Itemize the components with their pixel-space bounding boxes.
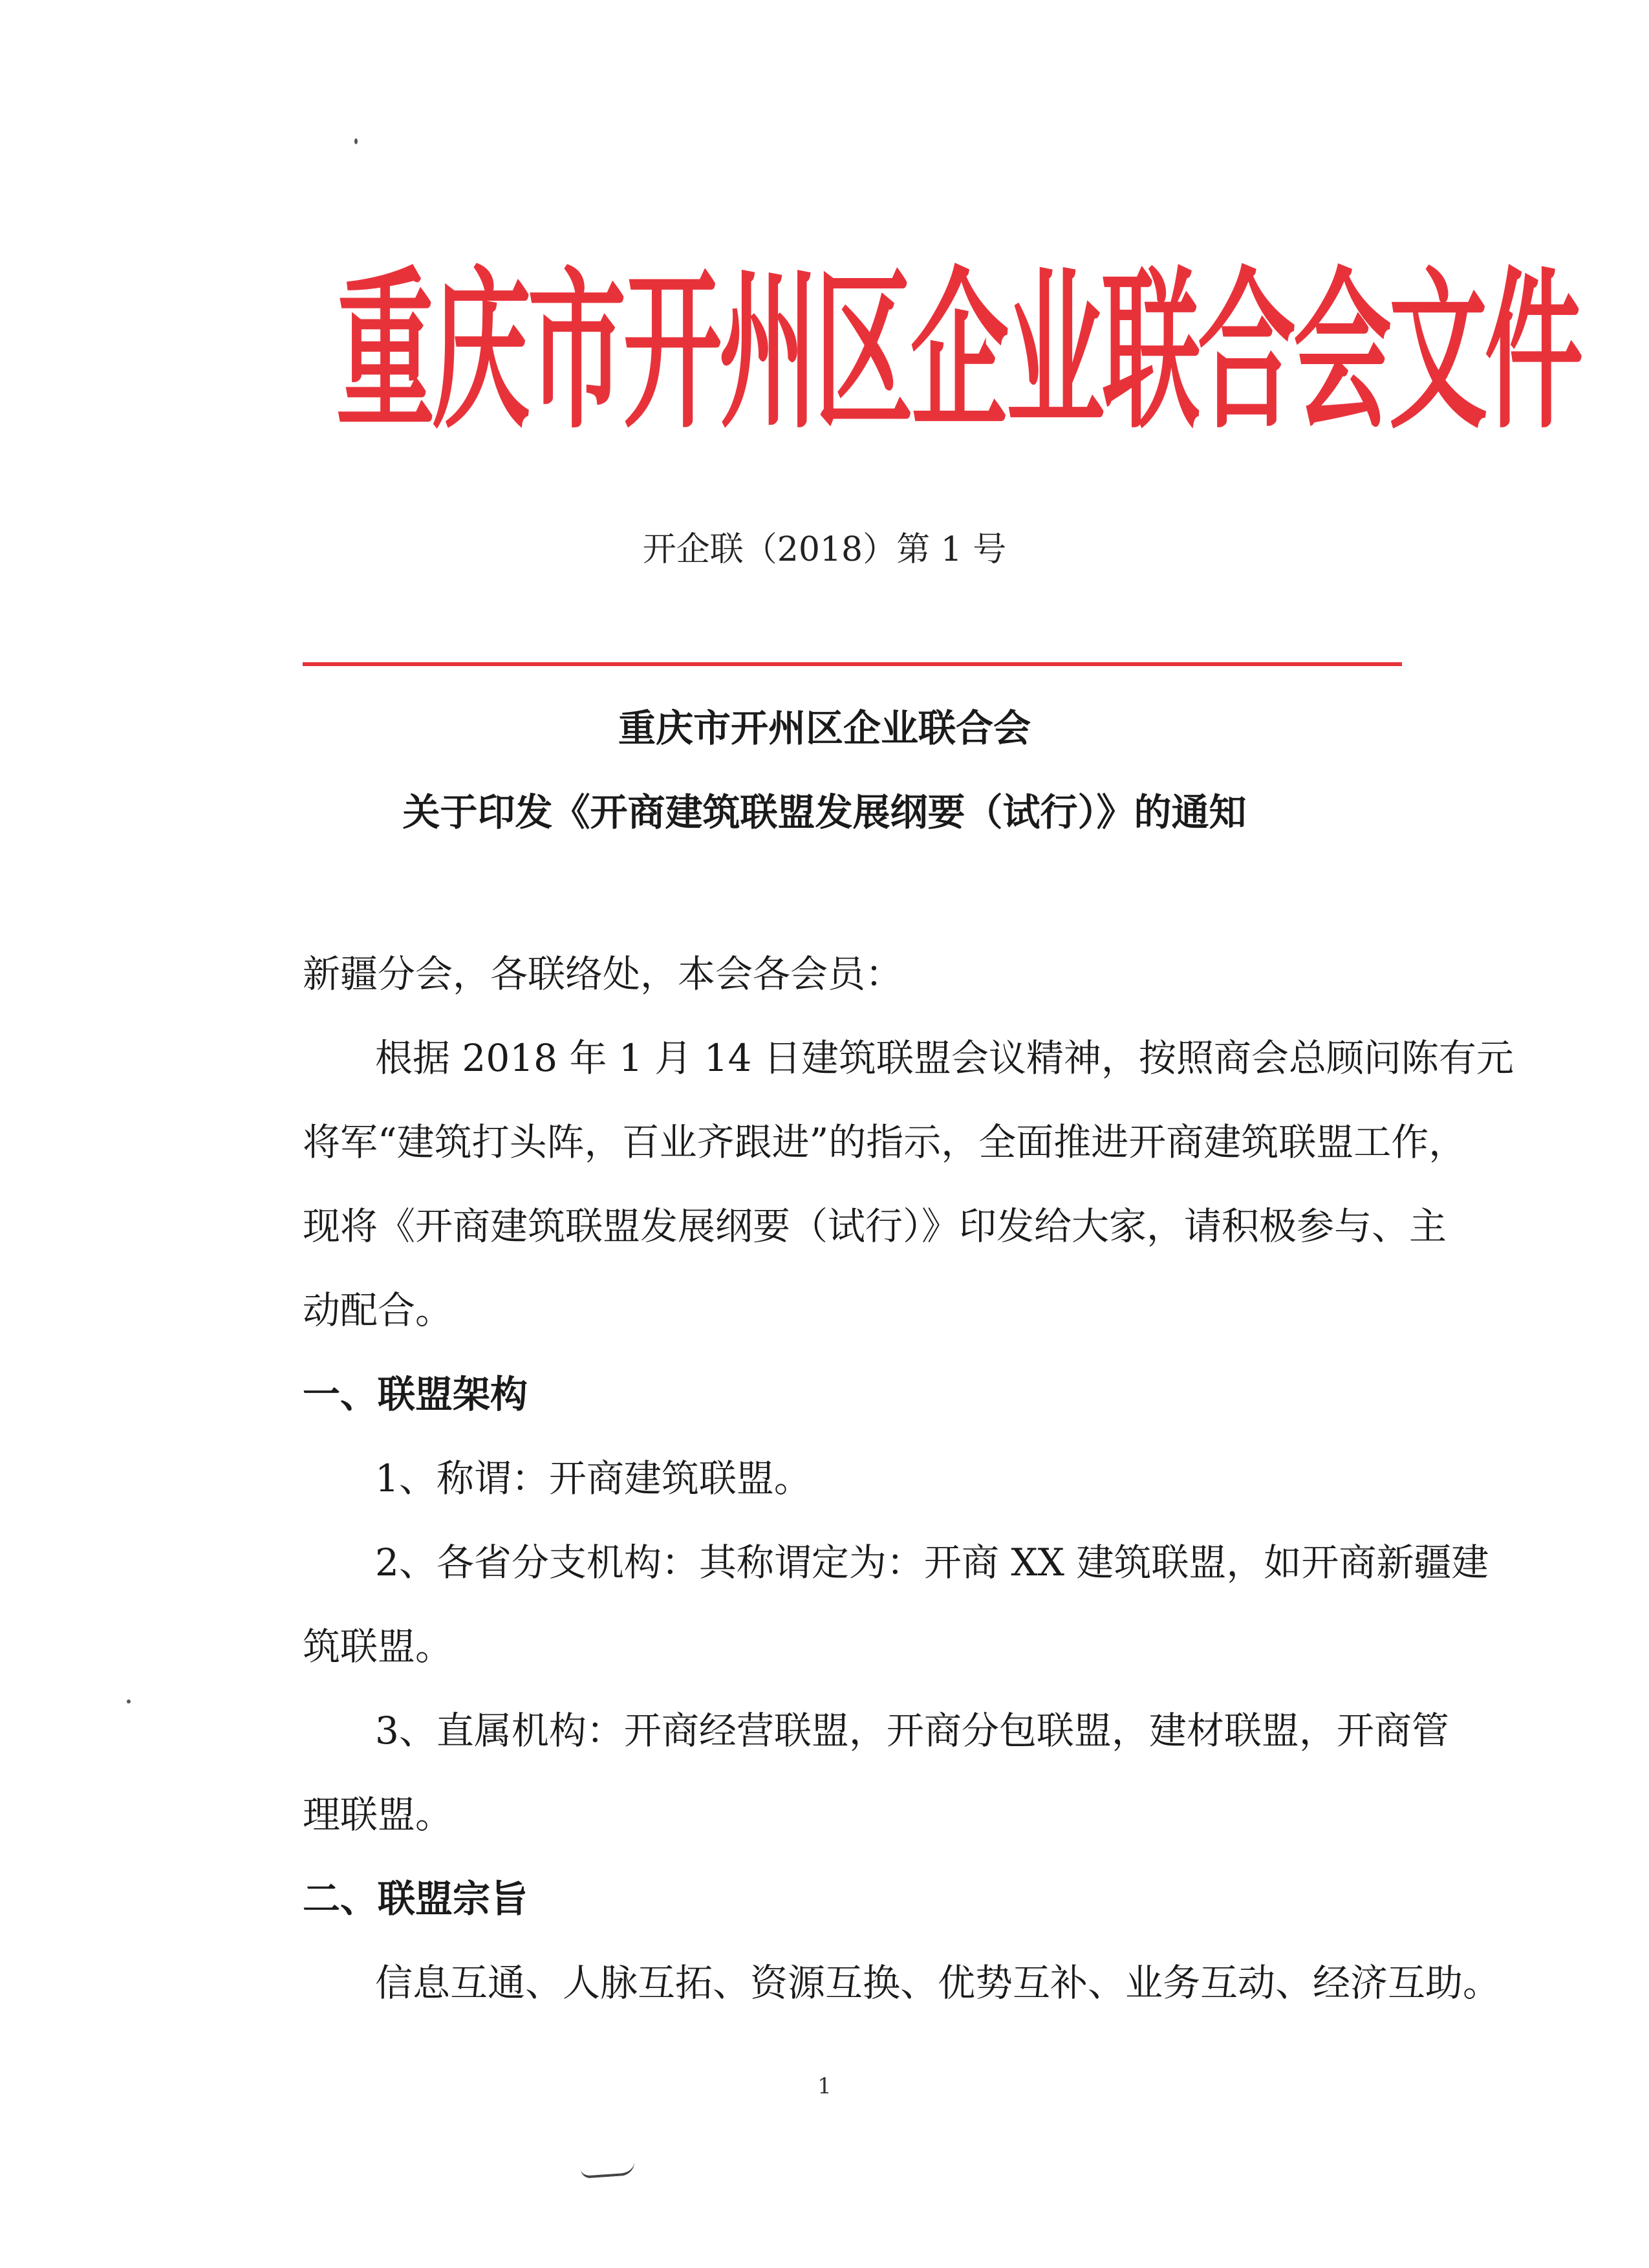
section-heading-purpose: 二、联盟宗旨 [303,1877,528,1921]
section-heading-structure: 一、联盟架构 [303,1372,528,1416]
notice-title-line-1: 重庆市开州区企业联合会 [618,706,1031,750]
list-item: 1、称谓：开商建筑联盟。 [375,1456,812,1500]
scan-speck [127,1700,131,1703]
masthead-title: 重庆市开州区企业联合会文件 [336,252,1580,452]
list-item: 3、直属机构：开商经营联盟，开商分包联盟，建材联盟，开商管 [375,1709,1449,1753]
scan-speck [354,138,358,144]
list-item: 2、各省分支机构：其称谓定为：开商 XX 建筑联盟，如开商新疆建 [375,1540,1489,1584]
salutation: 新疆分会，各联络处，本会各会员： [303,952,903,996]
red-divider-line [303,662,1402,666]
scan-stroke-mark [580,2161,635,2179]
paragraph-line: 根据 2018 年 1 月 14 日建筑联盟会议精神，按照商会总顾问陈有元 [375,1036,1514,1080]
list-item-continuation: 筑联盟。 [303,1625,453,1669]
page-number: 1 [817,2073,832,2099]
paragraph-line: 将军“建筑打头阵，百业齐跟进”的指示，全面推进开商建筑联盟工作， [303,1120,1467,1164]
notice-title-line-2: 关于印发《开商建筑联盟发展纲要（试行）》的通知 [402,790,1247,834]
paragraph-line: 动配合。 [303,1288,453,1332]
paragraph-line: 信息互通、人脉互拓、资源互换、优势互补、业务互动、经济互助。 [375,1961,1501,2005]
document-number: 开企联（2018）第 1 号 [642,530,1007,569]
list-item-continuation: 理联盟。 [303,1793,453,1837]
paragraph-line: 现将《开商建筑联盟发展纲要（试行）》印发给大家，请积极参与、主 [303,1204,1447,1248]
